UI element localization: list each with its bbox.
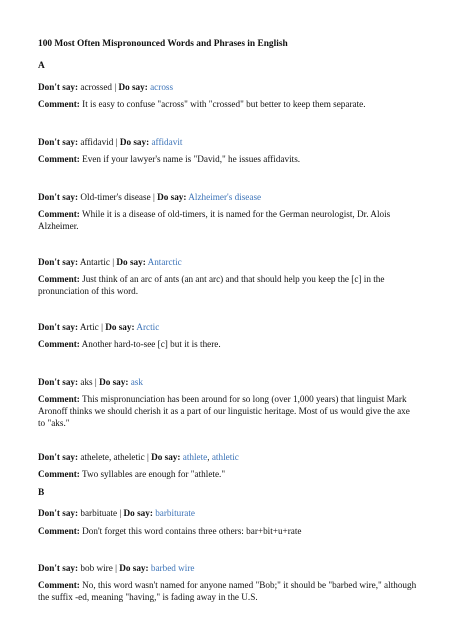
dont-say-label: Don't say: <box>38 192 79 202</box>
dont-say-word: acrossed <box>80 82 113 92</box>
dont-say-word: athelete, atheletic <box>80 452 145 462</box>
do-say-label: Do say: <box>119 563 149 573</box>
dont-say-word: bob wire <box>80 563 113 573</box>
comment-label: Comment: <box>38 154 80 164</box>
comment-label: Comment: <box>38 469 80 479</box>
entry-dont-do-line: Don't say: athelete, atheletic | Do say: athlete, athletic <box>38 452 239 462</box>
entry-comment <box>38 153 418 165</box>
separator: | <box>92 377 100 387</box>
entry-dont-do-line <box>38 376 418 388</box>
dont-say-label: Don't say: <box>38 452 79 462</box>
do-say-word: barbed wire <box>150 563 195 573</box>
comment-text: While it is a disease of old-timers, it is named for the German neurologist, Dr. Alois Alzheimer. <box>38 209 391 231</box>
do-say-word: Antarctic <box>147 257 182 267</box>
entry-comment <box>38 393 418 429</box>
do-say-label: Do say: <box>99 377 129 387</box>
dont-say-word: Artic <box>79 322 99 332</box>
dont-say-label: Don't say: <box>38 137 79 147</box>
do-say-word: athlete <box>182 452 208 462</box>
do-say-label: Do say: <box>118 82 148 92</box>
entry-comment <box>38 525 418 537</box>
dont-say-label: Don't say: <box>38 508 79 518</box>
do-say-word: affidavit <box>151 137 183 147</box>
entry-dont-do-line <box>38 507 418 519</box>
comment-text: Another hard-to-see [c] but it is there. <box>81 339 221 349</box>
do-say-word: across <box>150 82 174 92</box>
entry-dont-do-line <box>38 81 418 93</box>
do-say-word: Alzheimer's disease <box>188 192 262 202</box>
entry-dont-do-line <box>38 321 418 333</box>
section-letter-b: B <box>38 488 45 498</box>
entry-comment <box>38 579 418 603</box>
dont-say-label: Don't say: <box>38 322 79 332</box>
entry-dont-do-line <box>38 256 418 268</box>
do-say-label: Do say: <box>157 192 187 202</box>
comment-label: Comment: <box>38 394 80 404</box>
dont-say-label: Don't say: <box>38 377 79 387</box>
do-say-word: barbiturate <box>155 508 195 518</box>
entry-comment <box>38 468 418 480</box>
section-letter-a: A <box>38 61 45 71</box>
do-say-label: Do say: <box>151 452 181 462</box>
comment-label: Comment: <box>38 339 80 349</box>
dont-say-label: Don't say: <box>38 82 79 92</box>
entry-dont-do-line <box>38 562 418 574</box>
dont-say-word: aks <box>80 377 93 387</box>
entry-dont-do-line <box>38 191 418 203</box>
comment-label: Comment: <box>38 99 80 109</box>
separator: | <box>150 192 158 202</box>
comment-text: Two syllables are enough for "athlete." <box>81 469 226 479</box>
do-say-word: Arctic <box>136 322 160 332</box>
entry-comment <box>38 98 418 110</box>
dont-say-label: Don't say: <box>38 563 79 573</box>
dont-say-word: Antartic <box>79 257 110 267</box>
comment-text: Just think of an arc of ants (an ant arc) and that should help you keep the [c] in the pronunciation of this word. <box>38 274 385 296</box>
comment-text: Don't forget this word contains three others: bar+bit+u+rate <box>82 526 302 536</box>
comment-label: Comment: <box>38 526 80 536</box>
comment-label: Comment: <box>38 209 80 219</box>
separator: | <box>112 563 120 573</box>
do-say-label: Do say: <box>119 137 150 147</box>
comment-label: Comment: <box>38 580 80 590</box>
separator: | <box>144 452 152 462</box>
comment-text: This mispronunciation has been around for so long (over 1,000 years) that linguist Mark Aronoff thinks we should cherish it as a part of our linguistic heritage. Most of us would give the axe to "aks." <box>38 394 410 428</box>
document-title: 100 Most Often Mispronounced Words and Phrases in English <box>38 39 288 49</box>
entry-comment <box>38 273 418 297</box>
separator: | <box>117 508 124 518</box>
do-say-word: athletic <box>211 452 239 462</box>
entry-dont-do-line <box>38 136 418 148</box>
dont-say-word: affidavid <box>80 137 114 147</box>
separator: | <box>112 82 119 92</box>
separator: | <box>109 257 117 267</box>
dont-say-word: barbituate <box>80 508 118 518</box>
do-say-label: Do say: <box>123 508 153 518</box>
dont-say-label: Don't say: <box>38 257 79 267</box>
entry-comment <box>38 208 418 232</box>
do-say-label: Do say: <box>116 257 146 267</box>
entry-comment <box>38 338 418 350</box>
do-say-word: ask <box>130 377 143 387</box>
comment-text: No, this word wasn't named for anyone named "Bob;" it should be "barbed wire," although the suffix -ed, meaning "having," is fading away in the U.S. <box>38 580 417 602</box>
comment-text: It is easy to confuse "across" with "crossed" but better to keep them separate. <box>82 99 366 109</box>
do-say-label: Do say: <box>105 322 135 332</box>
separator: | <box>98 322 106 332</box>
comment-text: Even if your lawyer's name is "David," he issues affidavits. <box>82 154 301 164</box>
separator: | <box>113 137 120 147</box>
comment-label: Comment: <box>38 274 80 284</box>
dont-say-word: Old-timer's disease <box>80 192 151 202</box>
